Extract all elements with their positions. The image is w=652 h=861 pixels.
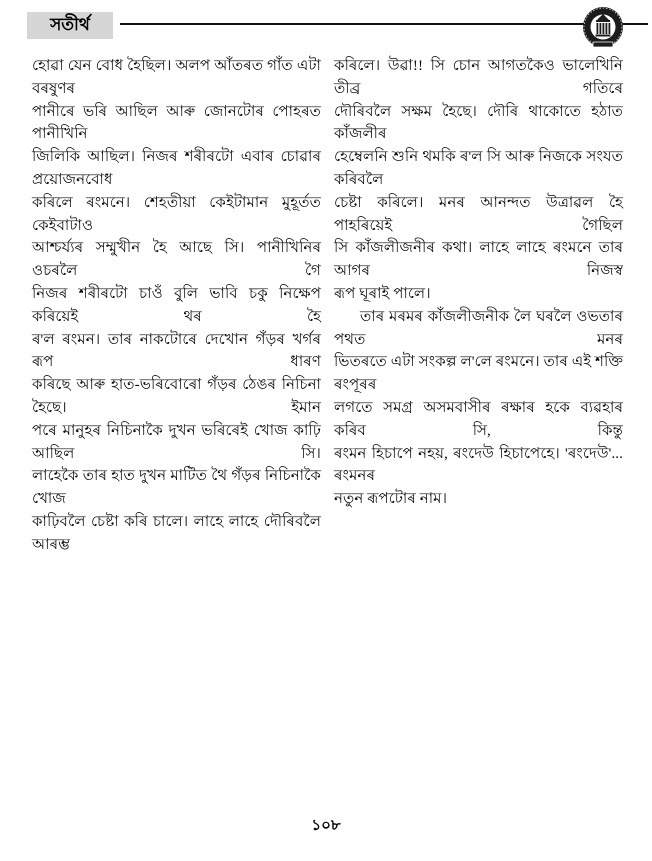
- header-rule: [120, 23, 648, 25]
- text-line: পানীৰে ভৰি আছিল আৰু জোনটোৰ পোহৰত পানীখিনি: [32, 103, 321, 143]
- text-line: দৌৰিবলৈ সক্ষম হৈছে। দৌৰি থাকোতে হঠাত কাঁজলীৰ: [334, 103, 623, 143]
- text-line: কৰিলে। উৱা!! সি চোন আগতকৈও ভালেখিনি তীব্ৰ গতিৰে: [334, 58, 623, 97]
- text-line: কৰিছে আৰু হাত-ভৰিবোৰো গঁড়ৰ ঠেঙৰ নিচিনা হৈছে। ইমান: [32, 377, 321, 416]
- text-line: চেষ্টা কৰিলে। মনৰ আনন্দত উত্ৰাৱল হৈ পাহৰিয়েই গৈছিল: [334, 194, 623, 234]
- text-line: লগতে সমগ্ৰ অসমবাসীৰ ৰক্ষাৰ হকে ব্যৱহাৰ কৰিব সি, কিন্তু: [334, 399, 623, 439]
- page-number: ১০৮: [311, 818, 341, 834]
- text-line: জিলিকি আছিল। নিজৰ শৰীৰটো এবাৰ চোৱাৰ প্ৰয়োজনবোধ: [32, 149, 321, 188]
- text-line: নতুন ৰূপটোৰ নাম।: [334, 491, 448, 508]
- text-line: হোৱা যেন বোধ হৈছিল। অলপ আঁতৰত গাঁত এটা বৰষুণৰ: [32, 58, 321, 97]
- text-line: আশ্চৰ্য্যৰ সম্মুখীন হৈ আছে সি। পানীখিনিৰ ওচৰলৈ গৈ: [32, 240, 321, 280]
- text-line: ৰংমন হিচাপে নহয়, ৰংদেউ হিচাপেহে। 'ৰংদেউ'... ৰংমনৰ: [334, 445, 623, 485]
- text-line: ৰ'ল ৰংমন। তাৰ নাকটোৰে দেখোন গঁড়ৰ খৰ্গৰ ৰূপ ধাৰণ: [32, 331, 321, 371]
- text-line: পৰে মানুহৰ নিচিনাকৈ দুখন ভৰিৰেই খোজ কাঢ়ি আছিল সি।: [32, 422, 321, 462]
- chapter-title-box: [27, 12, 113, 39]
- right-column: [334, 55, 623, 557]
- text-line: লাহেকৈ তাৰ হাত দুখন মাটিত থৈ গঁড়ৰ নিচিনাকৈ খোজ: [32, 468, 321, 508]
- text-line: নিজৰ শৰীৰটো চাওঁ বুলি ভাবি চকু নিক্ষেপ কৰিয়েই থৰ হৈ: [32, 285, 321, 325]
- text-line: তাৰ মৰমৰ কাঁজলীজনীক লৈ ঘৰলৈ ওভতাৰ পথত মনৰ: [334, 308, 623, 348]
- text-line: হেম্বেলনি শুনি থমকি ৰ'ল সি আৰু নিজকে সংযত কৰিবলৈ: [334, 149, 623, 188]
- text-line: ৰূপ ঘূৰাই পালে।: [334, 285, 431, 302]
- institution-seal-icon: [582, 5, 626, 51]
- text-columns: [32, 55, 623, 557]
- text-line: কাঢ়িবলৈ চেষ্টা কৰি চালে। লাহে লাহে দৌৰিবলৈ আৰম্ভ: [32, 513, 321, 553]
- text-line: সি কাঁজলীজনীৰ কথা। লাহে লাহে ৰংমনে তাৰ আগৰ নিজস্ব: [334, 240, 623, 280]
- text-line: কৰিলে ৰংমনে। শেহতীয়া কেইটামান মুহূৰ্তত কেইবাটাও: [32, 194, 321, 234]
- left-column: [32, 55, 321, 557]
- text-line: ভিতৰতে এটা সংকল্প ল'লে ৰংমনে। তাৰ এই শক্তি ৰংপূৰৰ: [334, 354, 623, 394]
- chapter-title: সতীৰ্থ: [50, 14, 90, 34]
